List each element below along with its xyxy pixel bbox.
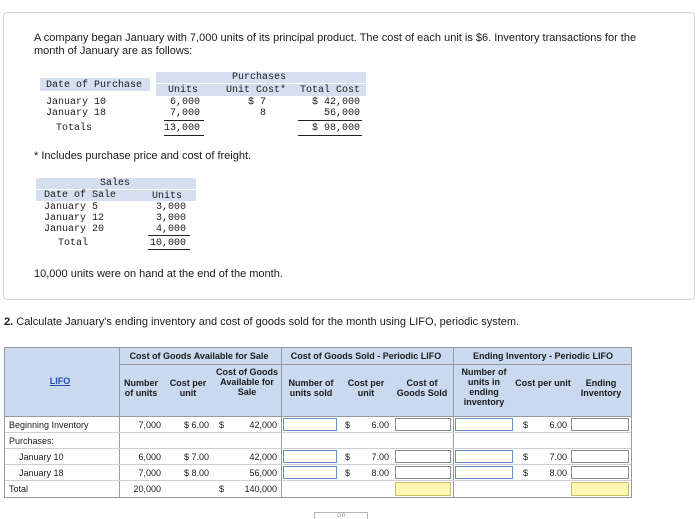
col-units-sold: Number of units sold bbox=[288, 378, 334, 398]
jan18-cogs-input[interactable] bbox=[395, 466, 451, 479]
row-label-jan10: January 10 bbox=[19, 452, 64, 462]
purchase-total-cost: 56,000 bbox=[323, 108, 360, 119]
lifo-method-label[interactable]: LIFO bbox=[49, 376, 71, 386]
purchases-totals-label: Totals bbox=[56, 123, 93, 134]
jan18-ending-inventory-input[interactable] bbox=[571, 466, 629, 479]
col-number-of-units: Number of units bbox=[123, 378, 158, 398]
col-ending-inventory: Ending Inventory bbox=[580, 378, 622, 398]
sales-total-units: 10,000 bbox=[149, 238, 186, 249]
col-date-of-sale: Date of Sale bbox=[44, 190, 117, 201]
purchases-group-header: Purchases bbox=[232, 72, 287, 83]
group-header-available: Cost of Goods Available for Sale bbox=[129, 351, 269, 361]
purchase-total-cost: $ 42,000 bbox=[311, 97, 360, 108]
jan10-units: 6,000 bbox=[138, 452, 161, 462]
total-available: 140,000 bbox=[244, 484, 277, 494]
beginning-units-sold-input[interactable] bbox=[283, 418, 337, 431]
jan10-end-dollar: $ bbox=[523, 452, 529, 462]
jan10-end-cost-per-unit: 7.00 bbox=[549, 452, 567, 462]
jan18-end-cost-per-unit: 8.00 bbox=[549, 468, 567, 478]
purchase-unit-cost: $ 7 bbox=[247, 97, 266, 108]
jan18-units-sold-input[interactable] bbox=[283, 466, 337, 479]
beginning-cost-per-unit: $ 6.00 bbox=[183, 420, 209, 430]
jan18-cogs-cost-per-unit: 8.00 bbox=[371, 468, 389, 478]
jan10-units-sold-input[interactable] bbox=[283, 450, 337, 463]
units-on-hand-note: 10,000 units were on hand at the end of the month. bbox=[34, 268, 283, 280]
col-total-cost: Total Cost bbox=[300, 85, 361, 96]
beginning-ending-inventory-input[interactable] bbox=[571, 418, 629, 431]
jan10-cogs-input[interactable] bbox=[395, 450, 451, 463]
sale-units: 3,000 bbox=[155, 202, 186, 213]
beginning-dollar-sign: $ bbox=[219, 420, 225, 430]
beginning-end-dollar: $ bbox=[523, 420, 529, 430]
beginning-ending-units-input[interactable] bbox=[455, 418, 513, 431]
jan18-cost-per-unit: $ 8.00 bbox=[183, 468, 209, 478]
jan10-cogs-cost-per-unit: 7.00 bbox=[371, 452, 389, 462]
row-label-jan18: January 18 bbox=[19, 468, 64, 478]
beginning-available: 42,000 bbox=[249, 420, 277, 430]
jan18-units: 7,000 bbox=[138, 468, 161, 478]
beginning-units: 7,000 bbox=[138, 420, 161, 430]
question-text: Calculate January's ending inventory and cost of goods sold for the month using LIFO, periodic system. bbox=[16, 316, 520, 328]
question-2 bbox=[4, 316, 519, 328]
sale-units: 4,000 bbox=[155, 224, 186, 235]
purchases-totals-cost: $ 98,000 bbox=[311, 123, 360, 134]
sales-table bbox=[36, 178, 196, 256]
purchase-unit-cost: 8 bbox=[259, 108, 266, 119]
sale-date: January 5 bbox=[44, 202, 99, 213]
sale-date: January 20 bbox=[44, 224, 105, 235]
jan10-ending-inventory-input[interactable] bbox=[571, 450, 629, 463]
col-cost-available-for-sale: Cost of Goods Available for Sale bbox=[216, 367, 278, 397]
jan18-ending-units-input[interactable] bbox=[455, 466, 513, 479]
total-units: 20,000 bbox=[133, 484, 161, 494]
beginning-end-cost-per-unit: 6.00 bbox=[549, 420, 567, 430]
col-cost-per-unit: Cost per unit bbox=[169, 378, 207, 398]
col-units-ending-inventory: Number of units in ending inventory bbox=[461, 367, 507, 407]
beginning-cogs-input[interactable] bbox=[395, 418, 451, 431]
group-header-cogs: Cost of Goods Sold - Periodic LIFO bbox=[290, 351, 442, 361]
bottom-stub: cm bbox=[314, 512, 368, 519]
sale-units: 3,000 bbox=[155, 213, 186, 224]
beginning-cogs-dollar: $ bbox=[345, 420, 351, 430]
col-cogs-cost-per-unit: Cost per unit bbox=[347, 378, 385, 398]
total-dollar-sign: $ bbox=[219, 484, 225, 494]
total-cogs-input[interactable] bbox=[395, 482, 451, 496]
sales-group-header: Sales bbox=[100, 178, 131, 189]
group-header-ending: Ending Inventory - Periodic LIFO bbox=[472, 351, 613, 361]
sale-date: January 12 bbox=[44, 213, 105, 224]
col-date-of-purchase: Date of Purchase bbox=[46, 80, 143, 91]
jan10-cost-per-unit: $ 7.00 bbox=[183, 452, 209, 462]
jan18-end-dollar: $ bbox=[523, 468, 529, 478]
beginning-cogs-cost-per-unit: 6.00 bbox=[371, 420, 389, 430]
col-unit-cost: Unit Cost* bbox=[226, 85, 287, 96]
row-label-total: Total bbox=[9, 484, 29, 494]
jan18-available: 56,000 bbox=[249, 468, 277, 478]
purchase-date: January 18 bbox=[46, 108, 107, 119]
purchase-units: 6,000 bbox=[169, 97, 200, 108]
col-cost-of-goods-sold: Cost of Goods Sold bbox=[396, 378, 448, 398]
sales-total-label: Total bbox=[58, 238, 89, 249]
purchases-totals-units: 13,000 bbox=[163, 123, 200, 134]
jan10-ending-units-input[interactable] bbox=[455, 450, 513, 463]
purchases-table bbox=[40, 72, 366, 138]
row-label-purchases: Purchases: bbox=[9, 436, 55, 446]
row-label-beginning: Beginning Inventory bbox=[9, 420, 89, 430]
total-ending-inventory-input[interactable] bbox=[571, 482, 629, 496]
jan18-cogs-dollar: $ bbox=[345, 468, 351, 478]
question-number: 2. bbox=[4, 316, 14, 328]
freight-footnote: * Includes purchase price and cost of freight. bbox=[34, 150, 252, 162]
problem-intro: A company began January with 7,000 units of its principal product. The cost of each unit is $6. Inventory transactions for the month of January are as follows: bbox=[34, 32, 637, 57]
col-units: Units bbox=[168, 85, 199, 96]
col-ending-cost-per-unit: Cost per unit bbox=[515, 378, 571, 388]
lifo-answer-grid bbox=[4, 347, 632, 498]
purchase-date: January 10 bbox=[46, 97, 107, 108]
jan10-available: 42,000 bbox=[249, 452, 277, 462]
jan10-cogs-dollar: $ bbox=[345, 452, 351, 462]
col-sale-units: Units bbox=[152, 191, 183, 202]
purchase-units: 7,000 bbox=[169, 108, 200, 119]
